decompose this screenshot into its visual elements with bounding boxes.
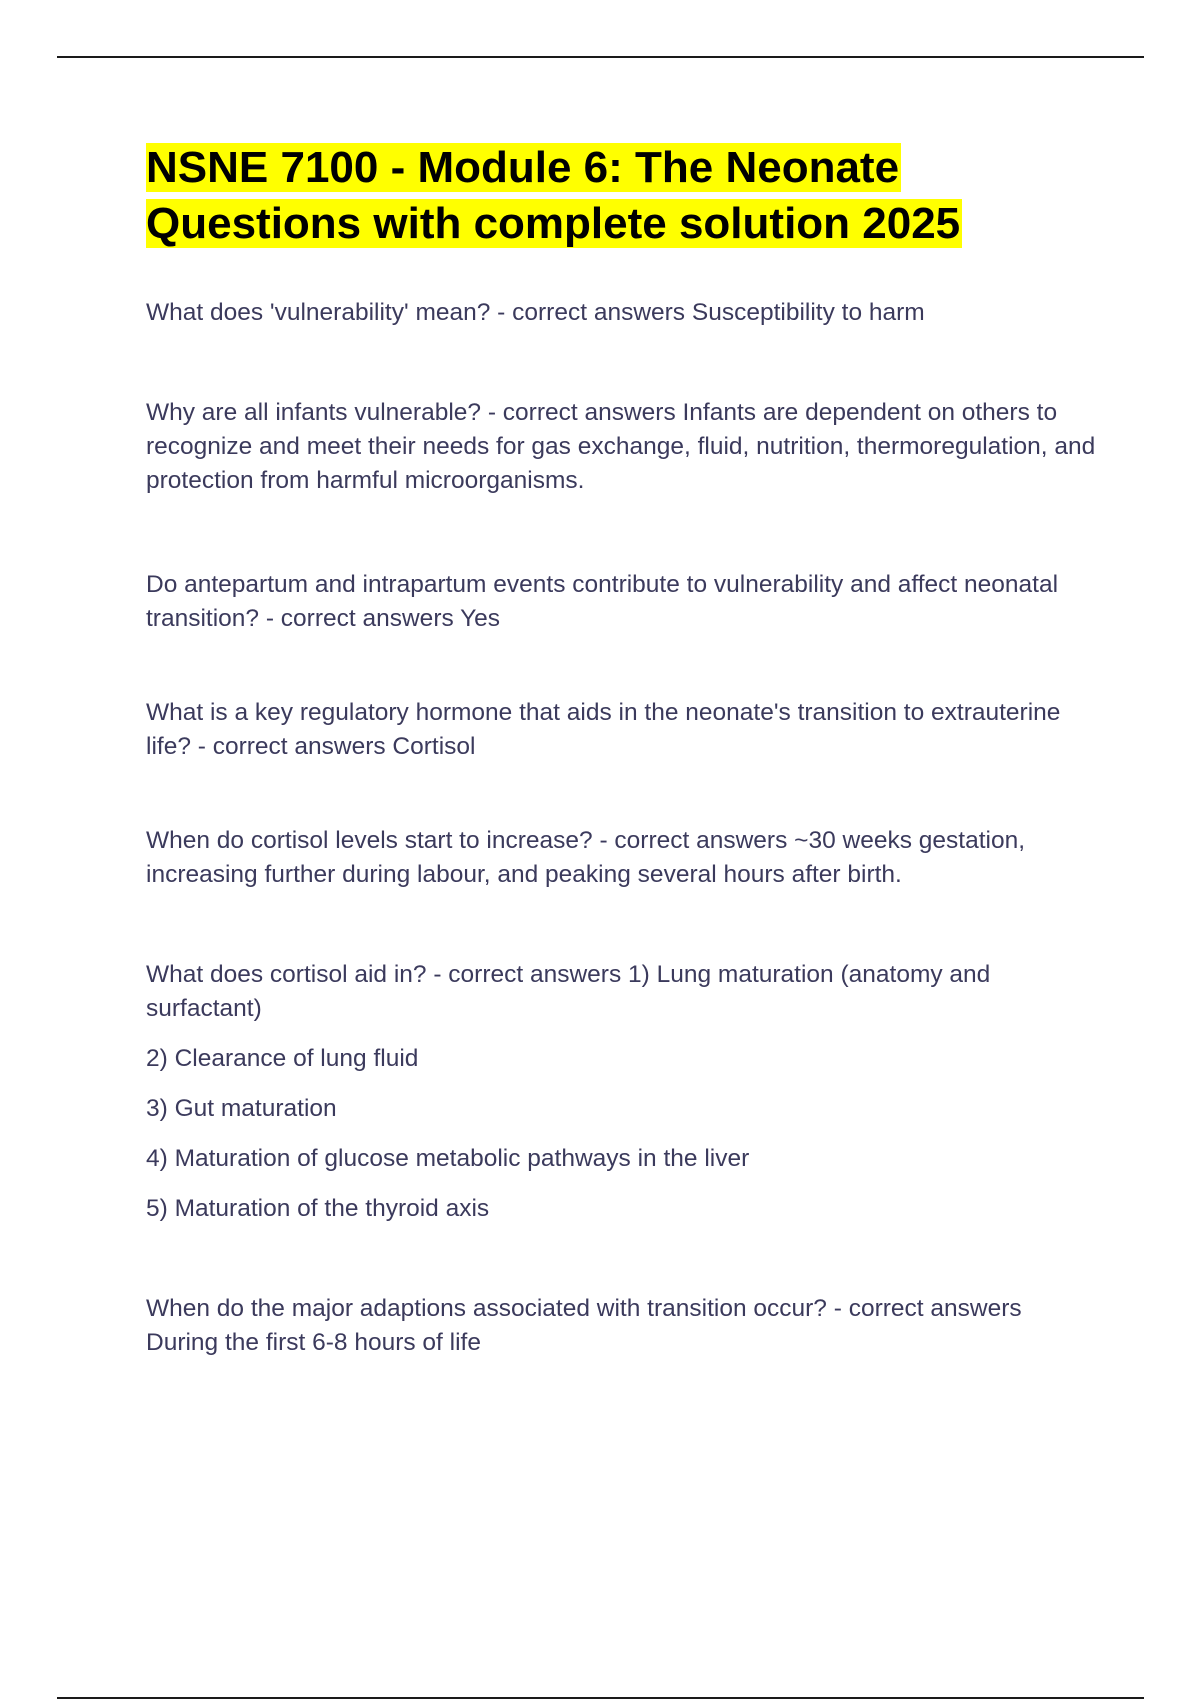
qa-item: [146, 1292, 1096, 1360]
qa-item: [146, 696, 1096, 764]
bottom-rule: [57, 1697, 1144, 1699]
qa-list-item: 3) Gut maturation: [146, 1095, 337, 1122]
qa-list-item: 2) Clearance of lung fluid: [146, 1045, 419, 1072]
title-line-2: Questions with complete solution 2025: [146, 199, 961, 248]
qa-list-item: 4) Maturation of glucose metabolic pathways in the liver: [146, 1145, 750, 1172]
document-body: [146, 140, 1096, 1426]
qa-text: When do cortisol levels start to increase? - correct answers ~30 weeks gestation, increasing further during labour, and peaking several hours after birth.: [146, 827, 1025, 888]
qa-list-item: 5) Maturation of the thyroid axis: [146, 1195, 490, 1222]
document-title: [146, 140, 1096, 252]
qa-text: What does cortisol aid in? - correct answers 1) Lung maturation (anatomy and surfactant): [146, 961, 991, 1022]
qa-item: [146, 824, 1096, 892]
qa-text: Do antepartum and intrapartum events contribute to vulnerability and affect neonatal transition? - correct answers Yes: [146, 571, 1059, 632]
qa-item: [146, 396, 1096, 498]
qa-item: [146, 568, 1096, 636]
qa-text: When do the major adaptions associated with transition occur? - correct answers During the first 6-8 hours of life: [146, 1295, 1022, 1356]
qa-item: [146, 296, 1096, 330]
title-highlight: [146, 143, 962, 248]
title-line-1: NSNE 7100 - Module 6: The Neonate: [146, 143, 900, 192]
qa-text: What does 'vulnerability' mean? - correct answers Susceptibility to harm: [146, 299, 925, 326]
qa-item: [146, 958, 1096, 1226]
qa-text: Why are all infants vulnerable? - correct answers Infants are dependent on others to recognize and meet their needs for gas exchange, fluid, nutrition, thermoregulation, and protection from harmful microorganisms.: [146, 399, 1096, 494]
top-rule: [57, 56, 1144, 58]
qa-list: [146, 296, 1096, 1360]
qa-text: What is a key regulatory hormone that aids in the neonate's transition to extrauterine life? - correct answers Cortisol: [146, 699, 1061, 760]
